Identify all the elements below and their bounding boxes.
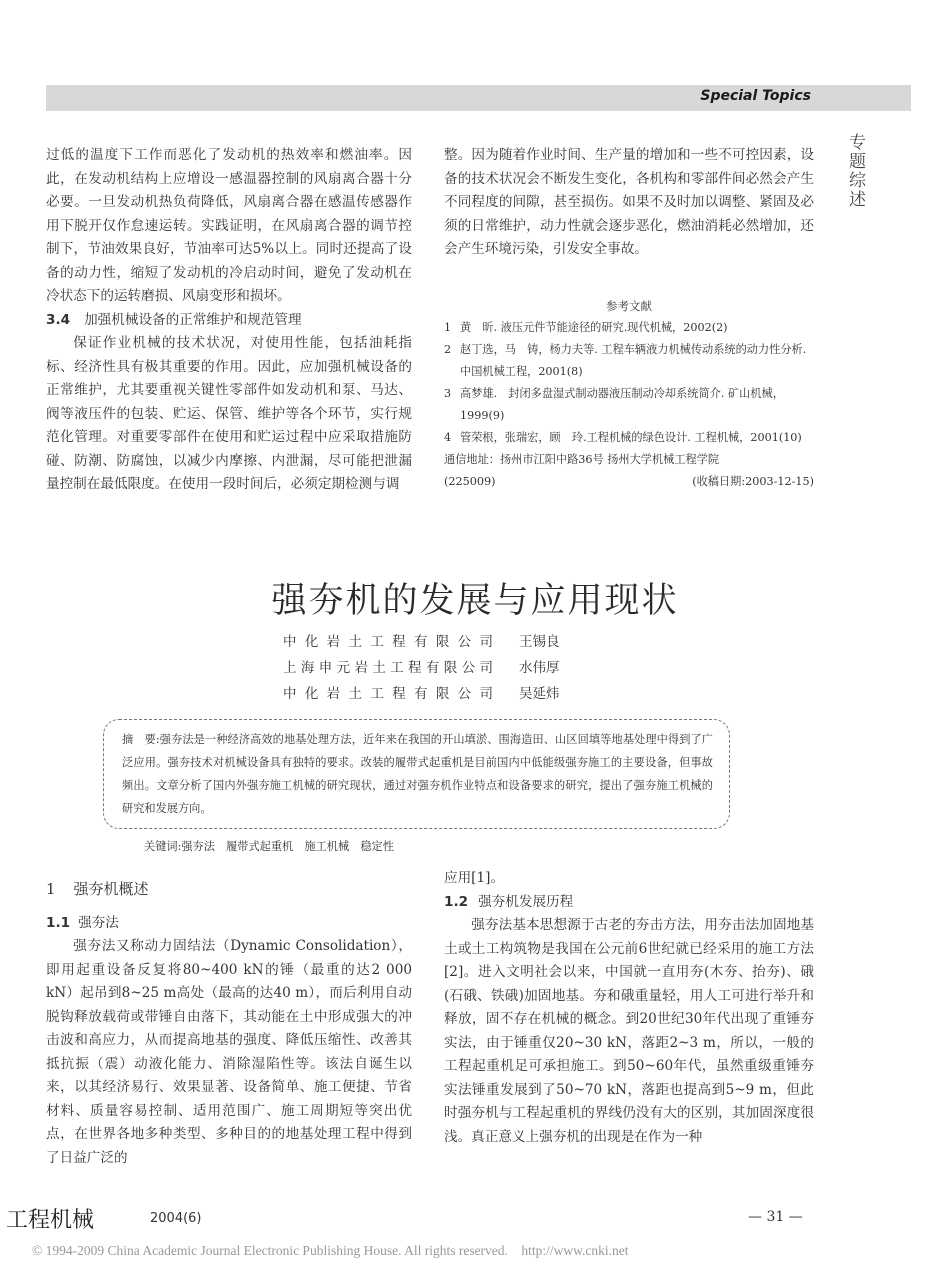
- side-section-label: 专题综述: [849, 133, 866, 210]
- bottom-right-column: [444, 867, 814, 1149]
- paragraph: 保证作业机械的技术状况，对使用性能，包括油耗指标、经济性具有极其重要的作用。因此，应加强机械设备的正常维护，尤其要重视关键性零部件如发动机和泵、马达、阀等液压件的包装、贮运、保管、维护等各个环节，实行规范化管理。对重要零部件在使用和贮运过程中应采取措施防碰、防潮、防腐蚀，以减少内摩擦、内泄漏，尽可能把泄漏量控制在最低限度。在使用一段时间后，必须定期检测与调: [46, 335, 412, 492]
- article-title: 强夯机的发展与应用现状: [271, 581, 679, 621]
- bottom-left-column: [46, 878, 412, 1170]
- paragraph-continued: 应用[1]。: [444, 870, 505, 886]
- address-line: 通信地址：扬州市江阳中路36号 扬州大学机械工程学院: [444, 453, 720, 466]
- copyright-notice: © 1994-2009 China Academic Journal Electronic Publishing House. All rights reserved. http://www.cnki.net: [32, 1243, 629, 1258]
- keywords: 关键词:强夯法 履带式起重机 施工机械 稳定性: [144, 840, 394, 853]
- references: [444, 295, 814, 493]
- author-org: 中化岩土工程有限公司: [283, 634, 493, 650]
- author-row: [283, 681, 560, 707]
- running-header-bar: [46, 85, 911, 111]
- section-heading-1-1: [46, 912, 412, 936]
- section-title: 强夯法: [78, 914, 119, 931]
- paragraph-continued: 过低的温度下工作而恶化了发动机的热效率和燃油率。因此，在发动机结构上应增设一感温器控制的风扇离合器十分必要。一旦发动机热负荷降低，风扇离合器在感温传感器作用下脱开仅作怠速运转。实践证明，在风扇离合器的调节控制下，节油效果良好，节油率可达5%以上。同时还提高了设备的动力性，缩短了发动机的冷启动时间，避免了发动机在冷状态下的运转磨损、风扇变形和损坏。: [46, 147, 412, 304]
- reference-item: 1 黄 昕. 液压元件节能途径的研究.现代机械，2002(2): [444, 321, 728, 334]
- section-title: 强夯机发展历程: [478, 893, 574, 910]
- author-org: 上海申元岩土工程有限公司: [283, 660, 493, 676]
- zip-code: (225009): [444, 475, 496, 488]
- footer-page-number: — 31 —: [748, 1209, 803, 1225]
- reference-item: 2 赵丁选，马 铸，杨力夫等. 工程车辆液力机械传动系统的动力性分析. 中国机械工程，2001(8): [444, 343, 807, 378]
- paragraph: 强夯法又称动力固结法（Dynamic Consolidation），即用起重设备反复将80~400 kN的锤（最重的达2 000 kN）起吊到8~25 m高处（最高的达40 m），而后利用自动脱钩释放载荷或带锤自由落下，其动能在土中形成强大的冲击波和高应力，从而提高地基的强度、降低压缩性、改善其抵抗振（震）动液化能力、消除湿陷性等。该法自诞生以来，以其经济易行、效果显著、设备简单、施工便捷、节省材料、质量容易控制、适用范围广、施工周期短等突出优点，在世界各地多种类型、多种目的的地基处理工程中得到了日益广泛的: [46, 938, 412, 1166]
- author-row: [283, 655, 560, 681]
- abstract-box: 摘 要:强夯法是一种经济高效的地基处理方法，近年来在我国的开山填淤、围海造田、山区回填等地基处理中得到了广泛应用。强夯技术对机械设备具有独特的要求。改装的履带式起重机是目前国内中低能级强夯施工的主要设备，但事故频出。文章分析了国内外强夯施工机械的研究现状，通过对强夯机作业特点和设备要求的研究，提出了强夯施工机械的研究和发展方向。: [103, 719, 730, 829]
- references-title: 参考文献: [606, 299, 652, 313]
- paragraph-continued: 整。因为随着作业时间、生产量的增加和一些不可控因素，设备的技术状况会不断发生变化，各机构和零部件间必然会产生不同程度的间隙，甚至损伤。如果不及时加以调整、紧固及必须的日常维护，动力性就会逐步恶化，燃油消耗必然增加，还会产生环境污染，引发安全事故。: [444, 147, 814, 257]
- received-date: (收稿日期:2003-12-15): [692, 475, 814, 488]
- author-name: 吴延炜: [519, 686, 560, 702]
- paragraph: 强夯法基本思想源于古老的夯击方法，用夯击法加固地基土或土工构筑物是我国在公元前6世纪就已经采用的施工方法[2]。进入文明社会以来，中国就一直用夯(木夯、抬夯)、硪(石硪、铁硪)加固地基。夯和硪重量轻，用人工可进行举升和释放，固不存在机械的概念。到20世纪30年代出现了重锤夯实法，由于锤重仅20~30 kN，落距2~3 m，所以，一般的工程起重机足可承担施工。到50~60年代，虽然重级重锤夯实法锤重发展到了50~70 kN，落距也提高到5~9 m，但此时强夯机与工程起重机的界线仍没有大的区别，其加固深度很浅。真正意义上强夯机的出现是在作为一种: [444, 917, 814, 1145]
- author-name: 王锡良: [519, 634, 560, 650]
- section-heading-1: [46, 878, 412, 902]
- section-title: 加强机械设备的正常维护和规范管理: [84, 311, 302, 328]
- footer-issue: 2004(6): [150, 1211, 202, 1226]
- top-left-column: [46, 144, 412, 497]
- correspondence-address: [444, 449, 814, 493]
- reference-item: 4 管荣根，张瑞宏，顾 玲.工程机械的绿色设计. 工程机械，2001(10): [444, 431, 802, 444]
- section-heading-3-4: [46, 309, 412, 333]
- author-org: 中化岩土工程有限公司: [283, 686, 493, 702]
- section-number: 1.2: [444, 893, 469, 910]
- footer-journal-name: 工程机械: [6, 1208, 95, 1233]
- section-number: 1.1: [46, 914, 71, 931]
- top-right-column: [444, 144, 814, 262]
- section-number: 1: [46, 880, 56, 898]
- section-heading-1-2: [444, 891, 814, 915]
- author-row: [283, 629, 560, 655]
- section-number: 3.4: [46, 311, 71, 328]
- reference-item: 3 高梦雄. 封闭多盘湿式制动器液压制动冷却系统简介. 矿山机械，1999(9): [444, 387, 784, 422]
- section-title: 强夯机概述: [73, 880, 149, 898]
- author-name: 水伟厚: [519, 660, 560, 676]
- running-header-title: Special Topics: [700, 88, 811, 104]
- author-list: [283, 629, 560, 707]
